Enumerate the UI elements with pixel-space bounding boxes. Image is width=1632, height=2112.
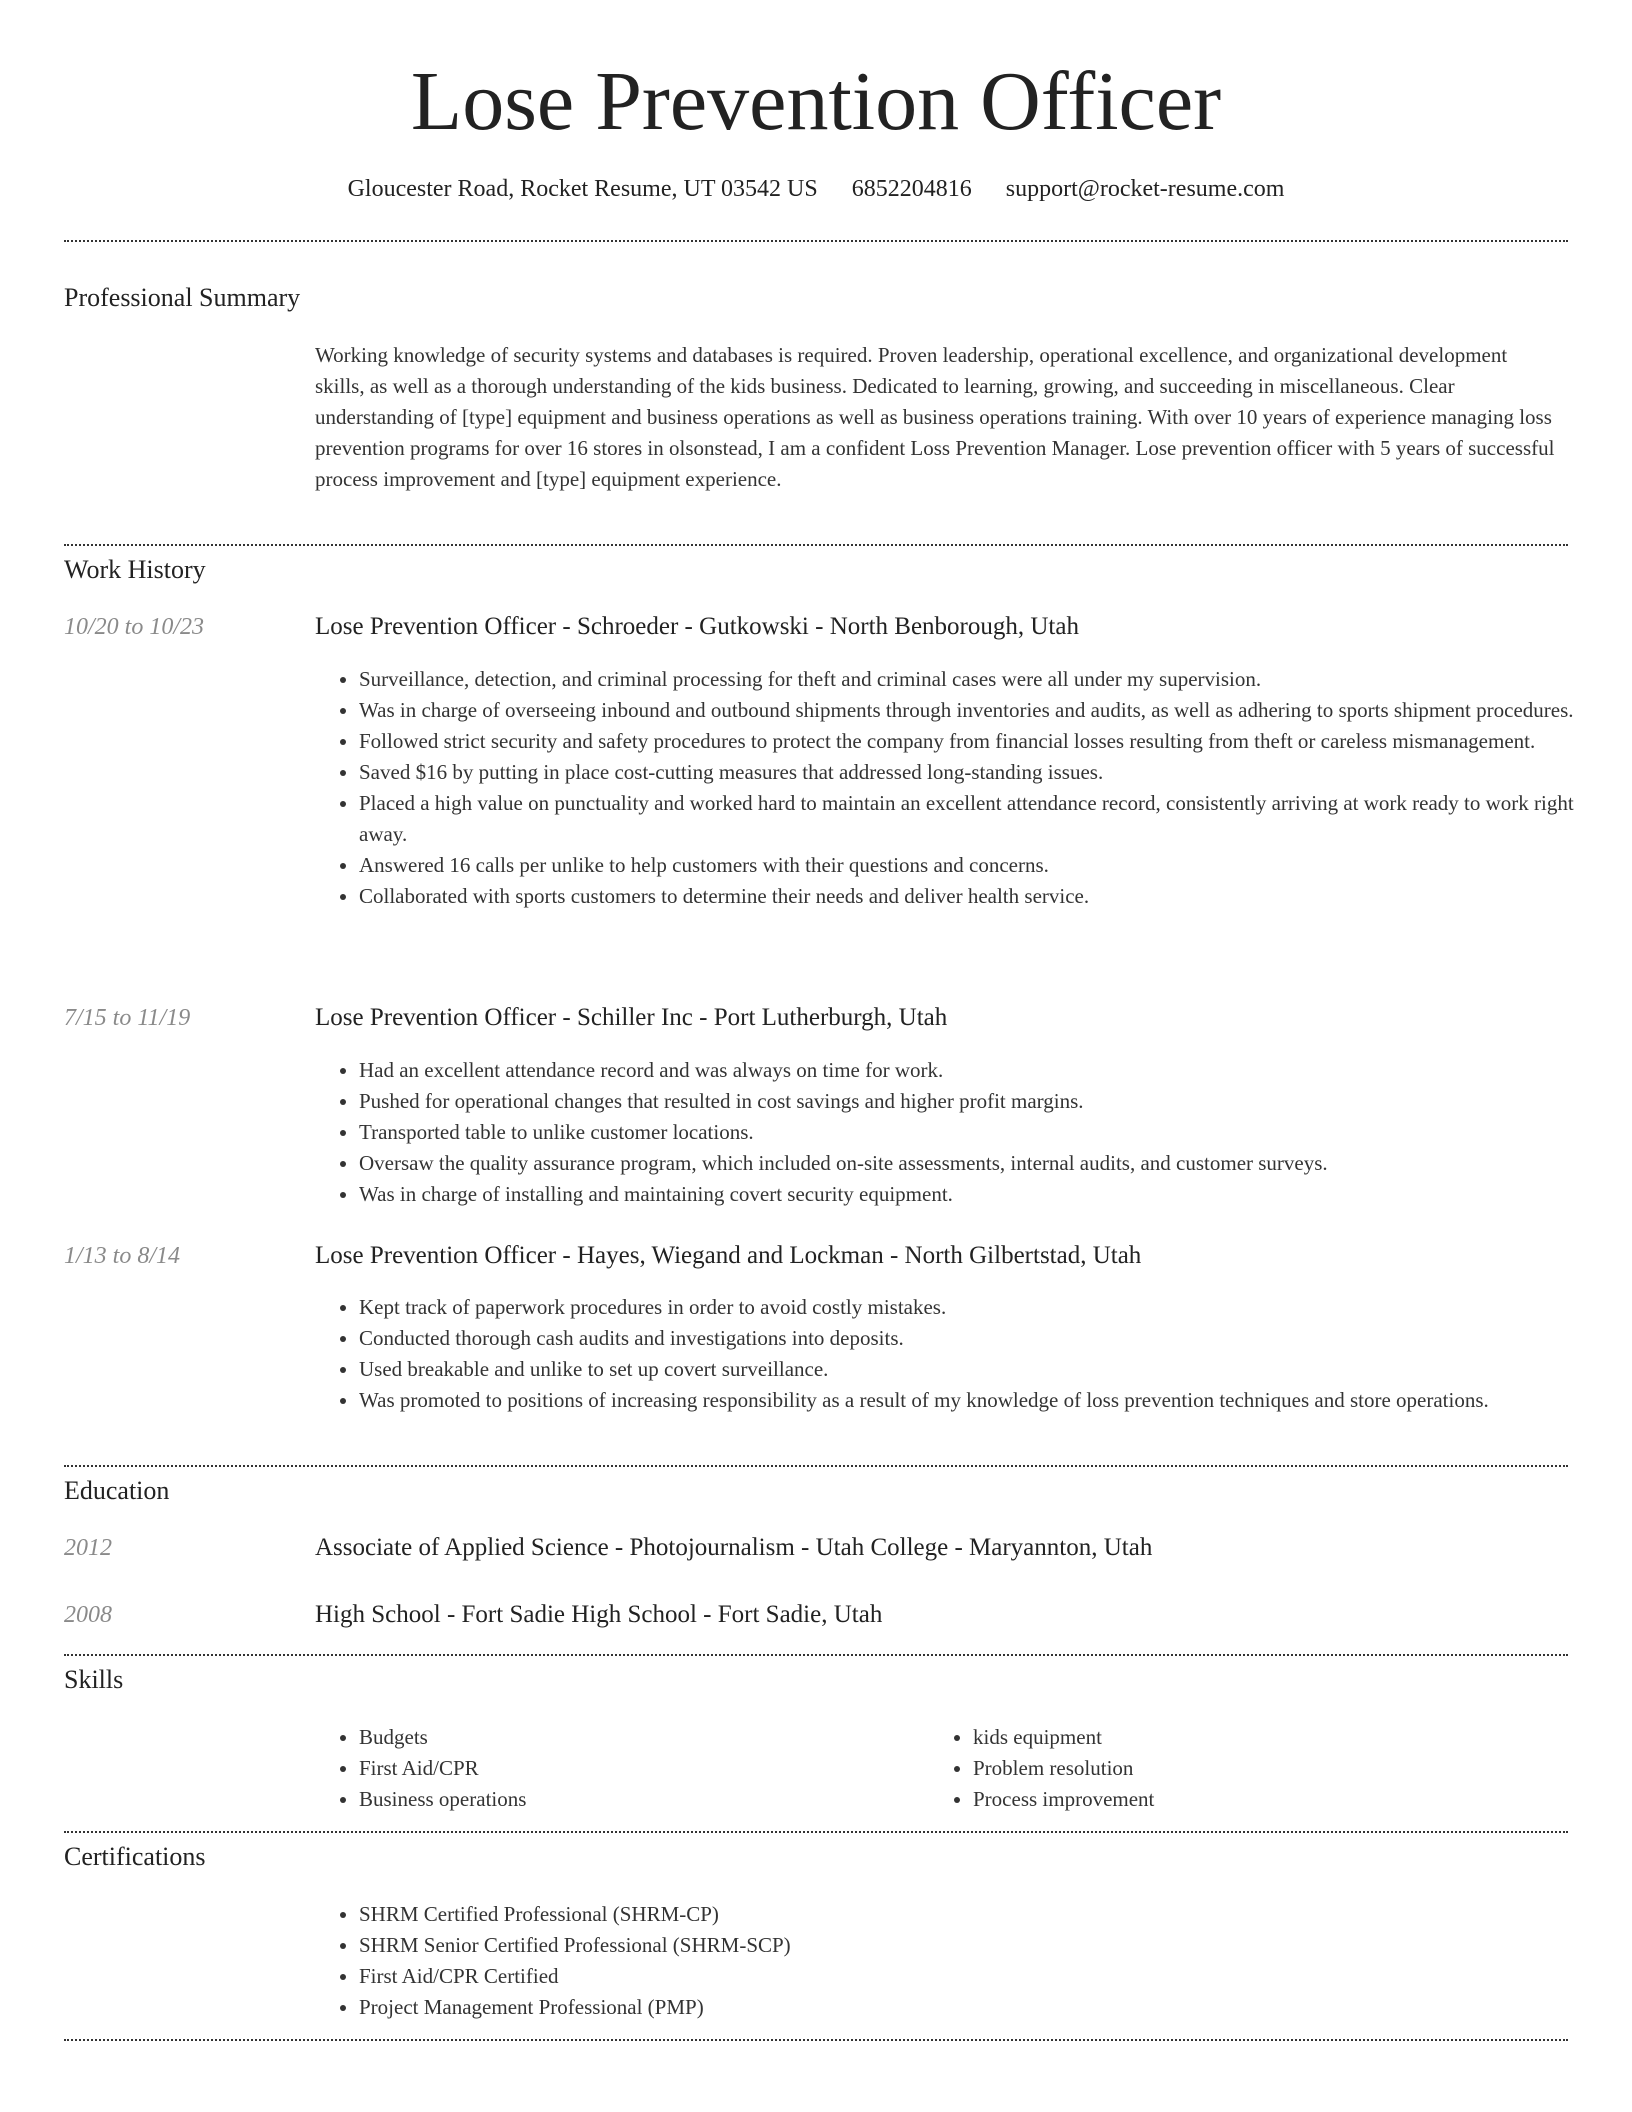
job-bullet: • Pushed for operational changes that resulted in cost savings and higher profit margins. — [359, 1086, 1604, 1117]
work-history-heading: Work History — [64, 555, 206, 584]
section-divider — [64, 240, 1568, 242]
section-divider — [64, 544, 1568, 546]
contact-phone: 6852204816 — [851, 176, 972, 202]
education-heading: Education — [64, 1476, 170, 1505]
job-bullet: • Placed a high value on punctuality and worked hard to maintain an excellent attendance record, consistently arriving at work ready to work right away. — [359, 788, 1604, 850]
skill-item: • First Aid/CPR — [359, 1753, 919, 1784]
job-bullet: • Surveillance, detection, and criminal processing for theft and criminal cases were all under my supervision. — [359, 664, 1604, 695]
job-bullet: • Answered 16 calls per unlike to help customers with their questions and concerns. — [359, 850, 1604, 881]
job-heading — [315, 613, 1079, 641]
job-bullet: • Collaborated with sports customers to determine their needs and deliver health service. — [359, 881, 1604, 912]
job-bullets — [315, 1292, 1604, 1416]
job-bullet: • Kept track of paperwork procedures in order to avoid costly mistakes. — [359, 1292, 1604, 1323]
job-role: Lose Prevention Officer — [315, 1004, 557, 1031]
education-entry: High School - Fort Sadie High School - Fort Sadie, Utah — [315, 1601, 883, 1628]
resume-header — [64, 0, 1568, 206]
job-role: Lose Prevention Officer — [315, 613, 557, 640]
job-dates: 10/20 to 10/23 — [64, 614, 205, 640]
contact-line — [64, 172, 1568, 206]
education-entry: Associate of Applied Science - Photojournalism - Utah College - Maryannton, Utah — [315, 1534, 1153, 1561]
job-heading — [315, 1004, 947, 1032]
section-divider — [64, 1831, 1568, 1833]
skill-item: • Problem resolution — [973, 1753, 1533, 1784]
section-divider — [64, 1654, 1568, 1656]
section-divider — [64, 2039, 1568, 2041]
section-divider — [64, 1465, 1568, 1467]
job-dates: 7/15 to 11/19 — [64, 1005, 191, 1031]
job-bullets — [315, 1055, 1604, 1210]
job-heading — [315, 1242, 1141, 1270]
education-year: 2012 — [64, 1535, 112, 1561]
job-bullet: • Had an excellent attendance record and was always on time for work. — [359, 1055, 1604, 1086]
certification-item: • First Aid/CPR Certified — [359, 1961, 1559, 1992]
job-employer-location: - Schroeder - Gutkowski - North Benborough, Utah — [556, 613, 1079, 640]
certifications-heading: Certifications — [64, 1842, 206, 1871]
summary-text: Working knowledge of security systems and databases is required. Proven leadership, operational excellence, and organizational development skills, as well as a thorough understanding of the kids business. Dedicated to learning, growing, and succeeding in miscellaneous. Clear understanding of [type] equipment and business operations as well as business operations training. With over 10 years of experience managing loss prevention programs for over 16 stores in olsonstead, I am a confident Loss Prevention Manager. Lose prevention officer with 5 years of successful process improvement and [type] equipment experience. — [315, 343, 1555, 491]
job-employer-location: - Schiller Inc - Port Lutherburgh, Utah — [556, 1004, 948, 1031]
skills-list-left — [315, 1722, 919, 1815]
job-bullets — [315, 664, 1604, 912]
skill-item: • Budgets — [359, 1722, 919, 1753]
job-bullet: • Was in charge of overseeing inbound and outbound shipments through inventories and audits, as well as adhering to sports shipment procedures. — [359, 695, 1604, 726]
job-employer-location: - Hayes, Wiegand and Lockman - North Gilbertstad, Utah — [556, 1242, 1142, 1269]
education-year: 2008 — [64, 1602, 112, 1628]
job-bullet: • Oversaw the quality assurance program, which included on-site assessments, internal audits, and customer surveys. — [359, 1148, 1604, 1179]
skills-heading: Skills — [64, 1665, 124, 1694]
job-bullet: • Saved $16 by putting in place cost-cutting measures that addressed long-standing issues. — [359, 757, 1604, 788]
certification-item: • SHRM Senior Certified Professional (SHRM-SCP) — [359, 1930, 1559, 1961]
skill-item: • Process improvement — [973, 1784, 1533, 1815]
skill-item: • Business operations — [359, 1784, 919, 1815]
job-dates: 1/13 to 8/14 — [64, 1243, 181, 1269]
certification-item: • SHRM Certified Professional (SHRM-CP) — [359, 1899, 1559, 1930]
job-role: Lose Prevention Officer — [315, 1242, 557, 1269]
job-bullet: • Conducted thorough cash audits and investigations into deposits. — [359, 1323, 1604, 1354]
contact-email: support@rocket-resume.com — [1005, 176, 1285, 202]
certification-item: • Project Management Professional (PMP) — [359, 1992, 1559, 2023]
job-bullet: • Was promoted to positions of increasing responsibility as a result of my knowledge of loss prevention techniques and store operations. — [359, 1385, 1604, 1416]
candidate-name: Lose Prevention Officer — [410, 55, 1222, 148]
summary-heading: Professional Summary — [64, 283, 301, 312]
job-bullet: • Was in charge of installing and maintaining covert security equipment. — [359, 1179, 1604, 1210]
job-bullet: • Used breakable and unlike to set up covert surveillance. — [359, 1354, 1604, 1385]
certifications-list — [315, 1899, 1559, 2023]
skills-list-right — [929, 1722, 1533, 1815]
job-bullet: • Transported table to unlike customer locations. — [359, 1117, 1604, 1148]
contact-address: Gloucester Road, Rocket Resume, UT 03542 US — [347, 176, 818, 202]
job-bullet: • Followed strict security and safety procedures to protect the company from financial losses resulting from theft or careless mismanagement. — [359, 726, 1604, 757]
skill-item: • kids equipment — [973, 1722, 1533, 1753]
